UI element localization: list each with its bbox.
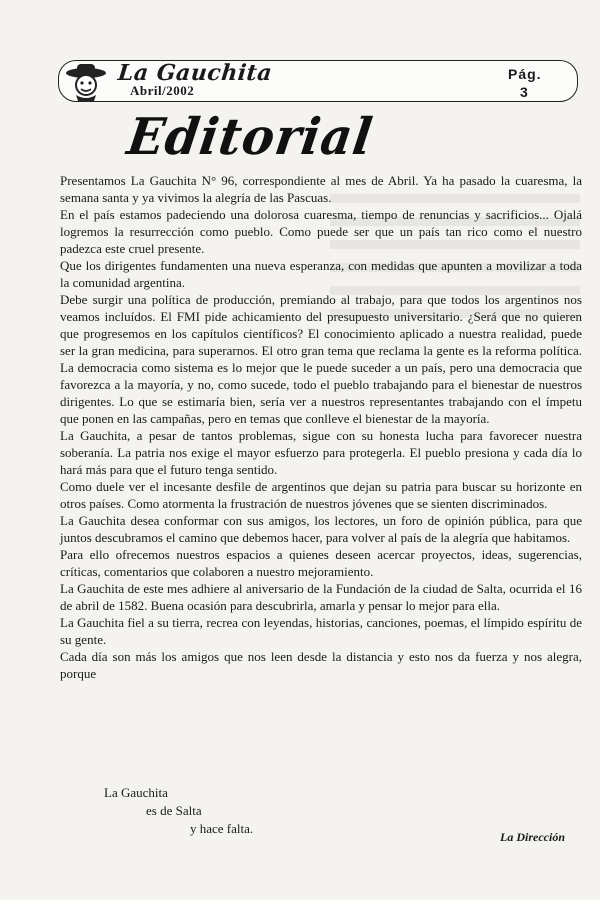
gaucho-logo-icon bbox=[62, 60, 110, 102]
editorial-body bbox=[60, 172, 582, 682]
signature: La Dirección bbox=[500, 830, 565, 844]
paragraph: Presentamos La Gauchita N° 96, correspondiente al mes de Abril. Ya ha pasado la cuaresma, la semana santa y ya vivimos la alegría de las Pascuas. bbox=[60, 173, 582, 205]
closing-line-2: es de Salta bbox=[146, 803, 202, 818]
paragraph: La Gauchita, a pesar de tantos problemas, sigue con su honesta lucha para favorecer nuestra soberanía. La patria nos exige el mayor esfuerzo para protegerla. El pueblo presiona y cada día lo hará más para que el futuro tenga sentido. bbox=[60, 428, 582, 477]
paragraph: Que los dirigentes fundamenten una nueva esperanza, con medidas que apunten a movilizar a toda la comunidad argentina. bbox=[60, 258, 582, 290]
paragraph: Debe surgir una política de producción, premiando al trabajo, para que todos los argentinos nos veamos incluídos. El FMI pide achicamiento del presupuesto universitario. ¿Será que no quieren que progresemos en los capítulos científicos? El conocimiento aplicado a nuestra realidad, puede ser la gran medicina, para superarnos. El otro gran tema que reclama la gente es la reforma política. La democracia como sistema es lo mejor que le puede suceder a un país, pero una democracia que favorezca a la mayoría, y no, como sucede, todo el pueblo trabajando para el bienestar de nuestros dirigentes. Lo que se estimaría bien, sería ver a nuestros representantes trabajando con el ímpetu que ponen en las campañas, pero en temas que conlleve el bienestar de la mayoría. bbox=[60, 292, 582, 426]
closing-line-3: y hace falta. bbox=[190, 821, 254, 836]
section-title: Editorial bbox=[123, 108, 377, 167]
page-label: Pág. bbox=[508, 66, 542, 82]
paragraph: Cada día son más los amigos que nos leen desde la distancia y esto nos da fuerza y nos alegra, porque bbox=[60, 649, 582, 681]
paragraph: Como duele ver el incesante desfile de argentinos que dejan su patria para buscar su horizonte en otros países. Como atormenta la frustración de nuestros jóvenes que se sienten discriminados. bbox=[60, 479, 582, 511]
closing-line-1: La Gauchita bbox=[104, 785, 168, 800]
paragraph: La Gauchita fiel a su tierra, recrea con leyendas, historias, canciones, poemas, el límpido espíritu de su gente. bbox=[60, 615, 582, 647]
paragraph: La Gauchita de este mes adhiere al aniversario de la Fundación de la ciudad de Salta, ocurrida el 16 de abril de 1582. Buena ocasión para descubrirla, amarla y pensar lo mejor para ella. bbox=[60, 581, 582, 613]
page-number: 3 bbox=[520, 84, 528, 100]
paragraph: La Gauchita desea conformar con sus amigos, los lectores, un foro de opinión pública, para que juntos descubramos el camino que debemos hacer, para volver al país de la alegría que habitamos. bbox=[60, 513, 582, 545]
issue-date: Abril/2002 bbox=[130, 83, 195, 98]
paragraph: En el país estamos padeciendo una dolorosa cuaresma, tiempo de renuncias y sacrificios... Ojalá logremos la resurrección como pueblo. Como puede ser que un país tan rico como el nuestro padezca este cruel presente. bbox=[60, 207, 582, 256]
brand-title: La Gauchita bbox=[116, 60, 274, 86]
paragraph: Para ello ofrecemos nuestros espacios a quienes deseen acercar proyectos, ideas, sugerencias, críticas, comentarios que colaboren a nuestro mejoramiento. bbox=[60, 547, 582, 579]
